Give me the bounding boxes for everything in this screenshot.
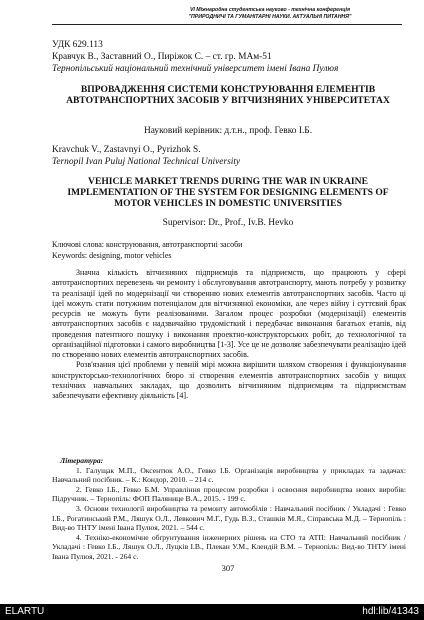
repository-name: ELARTU — [5, 606, 45, 617]
udc-code: УДК 629.113 — [52, 40, 103, 50]
supervisor-ua: Науковий керівник: д.т.н., проф. Гевко І.Б. — [143, 126, 313, 136]
authors-ua: Кравчук В., Заставний О., Пиріжок С. – ст. гр. МАм-51 — [52, 52, 272, 62]
keywords-en: Keywords: designing, motor vehicles — [52, 251, 172, 260]
header-divider — [52, 24, 402, 25]
page-number: 307 — [221, 563, 235, 573]
supervisor-en: Supervisor: Dr., Prof., Iv.B. Hevko — [162, 218, 294, 228]
title-en: VEHICLE MARKET TRENDS DURING THE WAR IN UKRAINE IMPLEMENTATION OF THE SYSTEM FOR DESIGNING ELEMENTS OF MOTOR VEHICLES IN DOMESTIC UNIVERSITIES — [67, 176, 389, 209]
repository-footer — [0, 604, 424, 620]
conference-line-1: VI Міжнародна студентська науково - технічна конференція — [189, 7, 351, 13]
authors-en: Kravchuk V., Zastavnyi O., Pyrizhok S. — [52, 145, 201, 155]
paragraph: Розв'язання цієї проблеми у певній мірі можна вирішити шляхом створення і функціонування конструкторсько-технологічних бюро зі створення елементів автотранспортних засобів у вищих технічних навчальних закладах, що дозволить вітчизняним підприємцям та підприємствам забезпечувати ефективну діяльність [4]. — [52, 360, 406, 400]
handle-id: hdl:lib/41343 — [362, 606, 419, 617]
reference-item: 1. Галущак М.П., Оксентюк А.О., Гевко І.Б. Організація виробництва у прикладах та задачах: Навчальний посібник. – К.: Кондор, 2010. – 214 с. — [52, 465, 406, 485]
conference-line-2: "ПРИРОДНИЧІ ТА ГУМАНІТАРНІ НАУКИ. АКТУАЛЬНІ ПИТАННЯ" — [188, 13, 352, 20]
conference-header — [120, 7, 420, 20]
literature-section — [52, 456, 406, 562]
literature-heading: Література: — [60, 456, 104, 465]
body-text — [52, 268, 406, 401]
reference-item: 2. Гевко І.Б., Гевко Б.М. Управління процесом розробки і освоєння виробництва нових виробів: Підручник. – Тернопіль: ФОП Палянице В.А., 2015. - 199 с. — [52, 484, 406, 504]
title-ua: ВПРОВАДЖЕННЯ СИСТЕМИ КОНСТРУЮВАННЯ ЕЛЕМЕНТІВ АВТОТРАНСПОРТНИХ ЗАСОБІВ У ВІТЧИЗНЯНИХ УНІВЕРСИТЕТАХ — [66, 84, 390, 106]
reference-item: 4. Техніко-економічне обґрунтування інженерних рішень на СТО та АТП: Навчальний посібник / Укладачі : Гевко І.Б., Ляшук О.Л., Луцків І.В., Плекан У.М., Клендій В.М. – Тернопіль: Вид-во ТНТУ імені Івана Пулюя, 2021. - 264 с. — [52, 532, 406, 561]
affiliation-ua: Тернопільський національний технічний університет імені Івана Пулюя — [52, 64, 339, 74]
keywords-ua: Ключові слова: конструювання, автотранспортні засоби — [52, 240, 243, 249]
paragraph: Значна кількість вітчизняних підприємців та підприємств, що працюють у сфері автотранспортних перевезень чи ремонту і обслуговування автотранспорту, мають потребу у розвитку та реалізації ідей по модернізації чи створенню нових елементів автотранспортних засобів. Часто ці ідеї можуть стати потужним потенціалом для вітчизняної економіки, але через війну і суттєвий брак ресурсів не можуть бути реалізованими. Загалом процес розробки (модернізації) елементів автотранспортних засобів є надзвичайно трудомісткий і передбачає виконання багатьох етапів, від проведення патентного пошуку і виконання проектно-конструкторських робіт, до технологічної та організаційної підготовки і самого виробництва [1-3]. Усе це не дозволяє забезпечувати реалізацію ідей по створенню нових елементів автотранспортних засобів. — [52, 268, 406, 359]
reference-item: 3. Основи технології виробництва та ремонту автомобілів : Навчальний посібник / Укладачі : Гевко І.Б., Рогатинський Р.М., Ляшук О.Л., Левкович М.Г., Гудь В.З., Сташків М.Я., Сіправська М.Д. – Тернопіль : Вид-во ТНТУ імені Івана Пулюя, 2021. – 544 с. — [52, 503, 406, 533]
affiliation-en: Ternopil Ivan Puluj National Technical University — [52, 157, 241, 167]
